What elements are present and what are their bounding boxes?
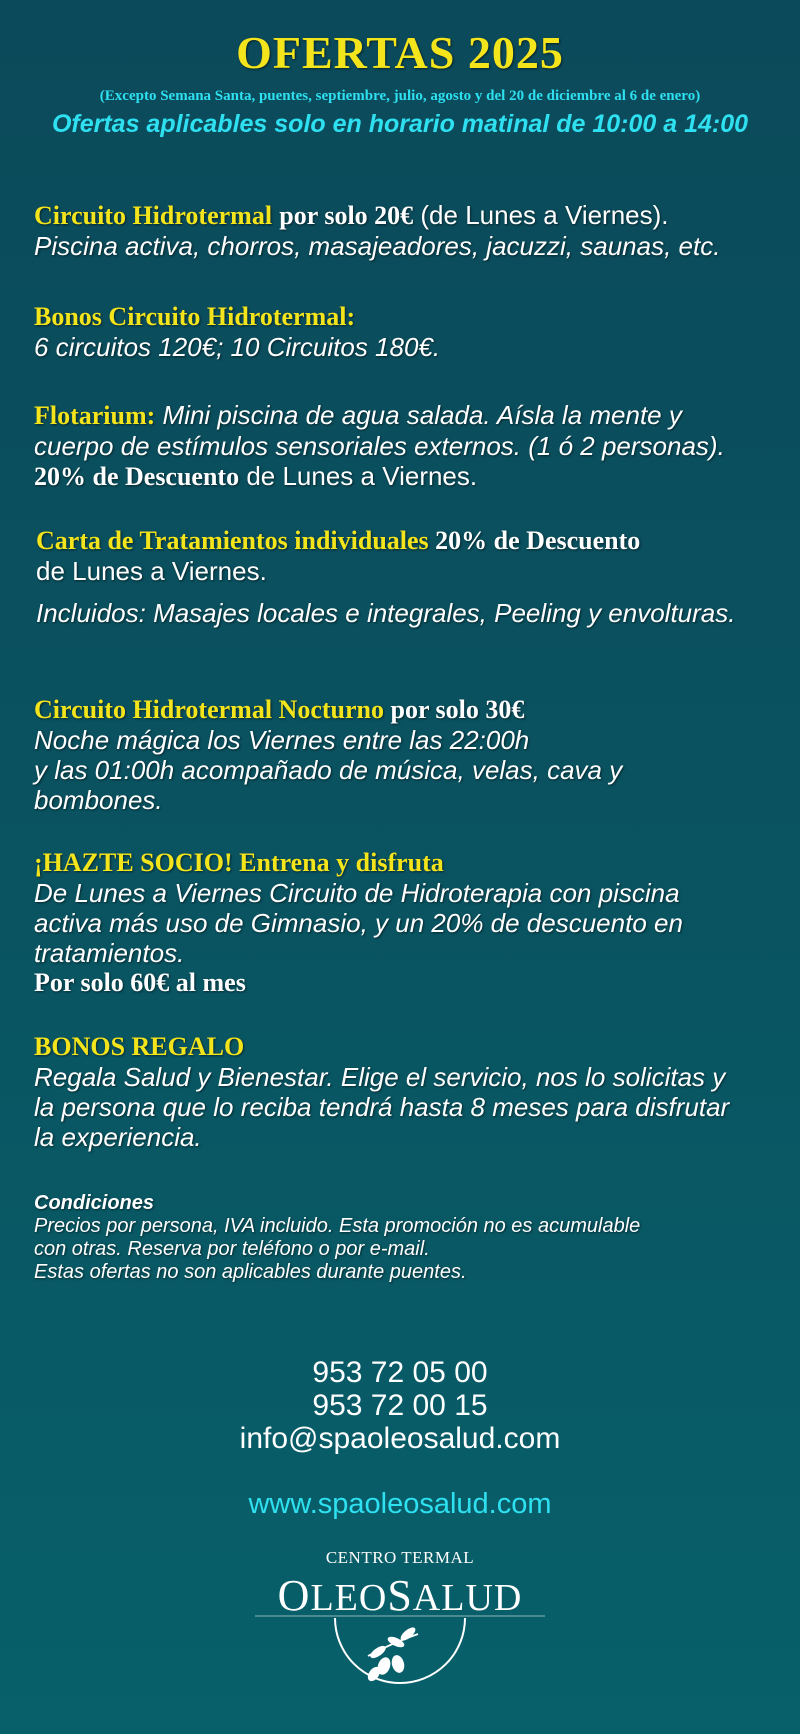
offer-days: de Lunes a Viernes. [239, 461, 478, 491]
conditions [34, 1192, 784, 1284]
logo-name: OLEOSALUD [277, 1571, 523, 1620]
offer-included: Incluidos: Masajes locales e integrales, Peeling y envolturas. [36, 598, 736, 628]
phone-2[interactable]: 953 72 00 15 [312, 1389, 488, 1422]
offer-title: BONOS REGALO [34, 1032, 245, 1061]
website-link[interactable]: www.spaoleosalud.com [248, 1488, 552, 1520]
offer-circuito [34, 200, 784, 261]
offer-days: de Lunes a Viernes. [36, 556, 267, 586]
offer-description: Mini piscina de agua salada. Aísla la mente y [155, 400, 682, 430]
offer-title: ¡HAZTE SOCIO! Entrena y disfruta [34, 848, 444, 877]
offer-description: bombones. [34, 785, 163, 815]
offer-description: Regala Salud y Bienestar. Elige el servicio, nos lo solicitas y [34, 1062, 726, 1092]
logo-tagline: CENTRO TERMAL [325, 1548, 475, 1567]
offer-description: Piscina activa, chorros, masajeadores, jacuzzi, saunas, etc. [34, 231, 721, 261]
page-title: OFERTAS 2025 [236, 27, 564, 78]
contact-info [0, 1356, 800, 1455]
offer-bonos [34, 302, 784, 362]
offer-title: Circuito Hidrotermal [34, 201, 273, 230]
offer-price: Por solo 60€ al mes [34, 968, 246, 997]
offer-title: Bonos Circuito Hidrotermal: [34, 302, 356, 331]
offer-nocturno [34, 694, 784, 815]
conditions-title: Condiciones [34, 1192, 155, 1214]
offer-description: y las 01:00h acompañado de música, velas, cava y [34, 755, 623, 785]
offer-title: Flotarium: [34, 401, 156, 430]
hours-note: Ofertas aplicables solo en horario matinal de 10:00 a 14:00 [51, 110, 749, 138]
conditions-line: Precios por persona, IVA incluido. Esta promoción no es acumulable [34, 1215, 641, 1237]
offer-description: activa más uso de Gimnasio, y un 20% de descuento en [34, 908, 683, 938]
offer-description: la experiencia. [34, 1122, 202, 1152]
logo [250, 1548, 550, 1734]
offer-description: cuerpo de estímulos sensoriales externos. (1 ó 2 personas). [34, 431, 725, 461]
offer-socio [34, 848, 784, 998]
offer-days: (de Lunes a Viernes). [413, 200, 669, 230]
offer-description: la persona que lo reciba tendrá hasta 8 meses para disfrutar [34, 1092, 730, 1122]
offer-description: De Lunes a Viernes Circuito de Hidroterapia con piscina [34, 878, 680, 908]
offer-price: por solo 30€ [383, 695, 525, 724]
email-link[interactable]: info@spaoleosalud.com [239, 1422, 561, 1455]
conditions-line: Estas ofertas no son aplicables durante puentes. [34, 1261, 467, 1283]
phone-1[interactable]: 953 72 05 00 [312, 1356, 488, 1389]
offer-description: Noche mágica los Viernes entre las 22:00h [34, 725, 530, 755]
offer-discount: 20% de Descuento [428, 526, 641, 555]
exceptions-note: (Excepto Semana Santa, puentes, septiembre, julio, agosto y del 20 de diciembre al 6 de enero) [99, 88, 701, 104]
offer-title: Carta de Tratamientos individuales [36, 526, 429, 555]
offer-flotarium [34, 400, 784, 492]
offer-tratamientos [36, 525, 786, 628]
offer-price: por solo 20€ [279, 201, 414, 230]
offer-description: 6 circuitos 120€; 10 Circuitos 180€. [34, 332, 441, 362]
conditions-line: con otras. Reserva por teléfono o por e-mail. [34, 1238, 430, 1260]
offer-title: Circuito Hidrotermal Nocturno [34, 695, 384, 724]
offer-regalo [34, 1032, 784, 1152]
offer-discount: 20% de Descuento [34, 462, 240, 491]
offer-description: tratamientos. [34, 938, 185, 968]
